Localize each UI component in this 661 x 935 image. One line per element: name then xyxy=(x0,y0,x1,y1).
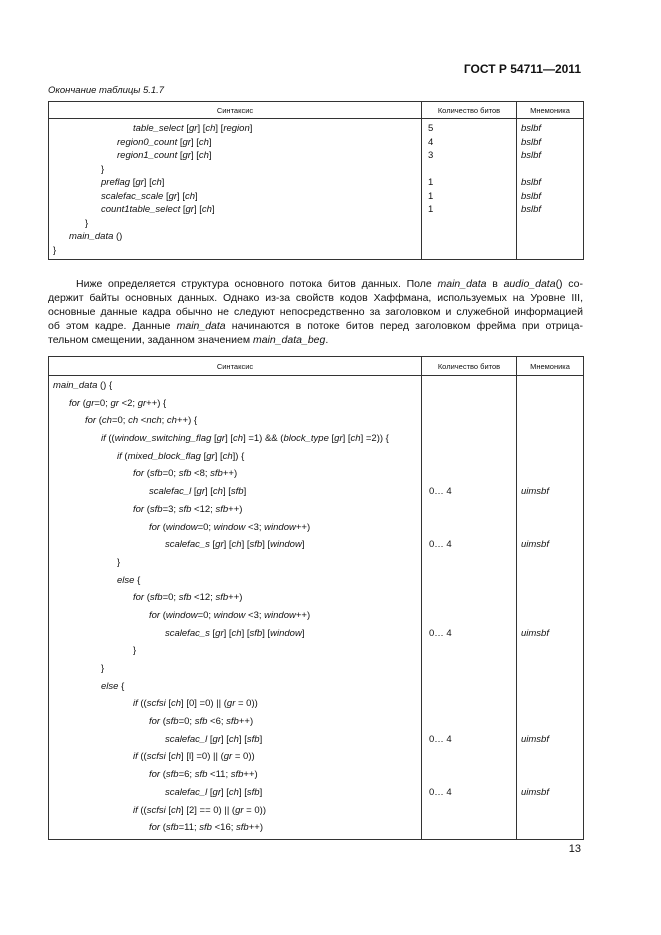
syntax-line: if ((window_switching_flag [gr] [ch] =1) && (block_type [gr] [ch] =2)) { xyxy=(101,433,389,445)
bit-count xyxy=(422,230,516,244)
header-bits: Количество битов xyxy=(422,102,517,119)
header-syntax: Синтаксис xyxy=(49,102,422,119)
mnemonic xyxy=(517,748,583,766)
paragraph-line: тельном смещении, заданном значением main_data_beg. xyxy=(48,334,329,346)
bit-count xyxy=(422,819,516,837)
bit-count xyxy=(422,412,516,430)
mnemonic xyxy=(517,766,583,784)
bit-count xyxy=(422,802,516,820)
bit-count: 0… 4 xyxy=(429,733,452,745)
mnemonic xyxy=(517,465,583,483)
bit-count: 1 xyxy=(428,204,434,215)
bit-count xyxy=(422,589,516,607)
mnemonic: bslbf xyxy=(521,123,542,134)
bit-count: 1 xyxy=(428,177,434,188)
paragraph-line: держит байты основных данных. Однако из-за свойств кодов Хаффмана, используемых на Уровне III, xyxy=(48,292,583,304)
mnemonic: uimsbf xyxy=(521,786,549,798)
syntax-line: region0_count [gr] [ch] xyxy=(117,136,212,148)
mnemonic xyxy=(517,519,583,537)
mnemonic xyxy=(517,695,583,713)
mnemonic: uimsbf xyxy=(521,486,549,498)
paragraph-line: основные данные кадра обычно не следуют непосредственно за заголовком и служебной информацией xyxy=(48,306,583,318)
syntax-line: region1_count [gr] [ch] xyxy=(117,150,212,161)
syntax-line: for (ch=0; ch <nch; ch++) { xyxy=(85,415,198,427)
mnemonic: bslbf xyxy=(521,150,542,161)
header-bits: Количество битов xyxy=(422,357,517,376)
syntax-line: preflag [gr] [ch] xyxy=(101,177,165,188)
bit-count xyxy=(422,554,516,572)
syntax-line: for (sfb=0; sfb <12; sfb++) xyxy=(133,592,243,604)
syntax-line: } xyxy=(133,645,137,657)
syntax-line: for (sfb=3; sfb <12; sfb++) xyxy=(133,503,243,515)
syntax-line: main_data () xyxy=(69,231,123,242)
bit-count: 5 xyxy=(428,123,434,134)
syntax-line: scalefac_scale [gr] [ch] xyxy=(101,190,198,202)
bit-count: 0… 4 xyxy=(429,486,452,498)
bit-count xyxy=(422,519,516,537)
mnemonic: uimsbf xyxy=(521,539,549,551)
mnemonic xyxy=(517,572,583,590)
table-header xyxy=(49,357,584,376)
syntax-line: for (window=0; window <3; window++) xyxy=(149,521,311,533)
mnemonic xyxy=(517,819,583,837)
mnemonic: bslbf xyxy=(521,190,542,202)
bit-count xyxy=(422,377,516,395)
table-header xyxy=(49,102,584,119)
bit-count xyxy=(422,713,516,731)
mnemonic xyxy=(517,554,583,572)
mnemonic xyxy=(517,395,583,413)
mnemonic: bslbf xyxy=(521,136,542,148)
bit-count xyxy=(422,607,516,625)
bit-count xyxy=(422,501,516,519)
syntax-line: } xyxy=(53,244,57,256)
syntax-line: for (sfb=0; sfb <6; sfb++) xyxy=(149,716,254,728)
mnemonic xyxy=(517,589,583,607)
syntax-line: } xyxy=(85,217,89,229)
syntax-line: count1table_select [gr] [ch] xyxy=(101,204,215,215)
mnemonic: bslbf xyxy=(521,204,542,215)
syntax-table-2 xyxy=(48,356,584,840)
mnemonic: bslbf xyxy=(521,177,542,188)
syntax-line: for (gr=0; gr <2; gr++) { xyxy=(69,397,167,409)
bit-count xyxy=(422,695,516,713)
mnemonic xyxy=(517,244,583,258)
mnemonic xyxy=(517,607,583,625)
bit-count xyxy=(422,766,516,784)
mnemonic xyxy=(517,501,583,519)
table-body xyxy=(49,376,584,840)
bit-count xyxy=(422,217,516,231)
bit-count xyxy=(422,163,516,177)
syntax-line: main_data () { xyxy=(53,380,113,391)
paragraph-line: Ниже определяется структура основного потока битов данных. Поле main_data в audio_data() со- xyxy=(76,278,583,290)
bit-count: 1 xyxy=(428,190,434,202)
table-body xyxy=(49,119,584,260)
syntax-line: scalefac_l [gr] [ch] [sfb] xyxy=(165,733,263,745)
mnemonic xyxy=(517,163,583,177)
mnemonic xyxy=(517,430,583,448)
bit-count xyxy=(422,660,516,678)
syntax-line: } xyxy=(101,663,105,674)
bit-count xyxy=(422,642,516,660)
page-number: 13 xyxy=(568,843,581,855)
bit-count xyxy=(422,678,516,696)
syntax-line: } xyxy=(101,163,105,175)
bit-count: 0… 4 xyxy=(429,786,452,798)
bit-count xyxy=(422,572,516,590)
syntax-column xyxy=(49,119,422,260)
mnemonic xyxy=(517,448,583,466)
bit-count: 0… 4 xyxy=(429,627,452,639)
mnemonic xyxy=(517,713,583,731)
mnemonic-column xyxy=(517,376,584,840)
header-mnemonic: Мнемоника xyxy=(517,357,584,376)
header-syntax: Синтаксис xyxy=(49,357,422,376)
bit-count xyxy=(422,748,516,766)
syntax-line: for (sfb=0; sfb <8; sfb++) xyxy=(133,468,238,480)
mnemonic xyxy=(517,678,583,696)
syntax-line: if ((scfsi [ch] [0] =0) || (gr = 0)) xyxy=(133,698,258,710)
syntax-line: else { xyxy=(117,574,141,586)
syntax-line: scalefac_l [gr] [ch] [sfb] xyxy=(165,786,263,798)
syntax-line: scalefac_l [gr] [ch] [sfb] xyxy=(149,486,247,498)
mnemonic xyxy=(517,660,583,678)
description-paragraph xyxy=(48,277,583,347)
mnemonic-column xyxy=(517,119,584,260)
syntax-line: for (sfb=6; sfb <11; sfb++) xyxy=(149,769,258,781)
bit-count xyxy=(422,465,516,483)
syntax-line: for (sfb=11; sfb <16; sfb++) xyxy=(149,822,263,834)
bits-column xyxy=(422,119,517,260)
bit-count: 3 xyxy=(428,150,434,161)
syntax-line: if ((scfsi [ch] [2] == 0) || (gr = 0)) xyxy=(133,804,266,816)
syntax-line: table_select [gr] [ch] [region] xyxy=(133,123,253,134)
syntax-line: scalefac_s [gr] [ch] [sfb] [window] xyxy=(165,627,305,639)
bit-count xyxy=(422,395,516,413)
header-mnemonic: Мнемоника xyxy=(517,102,584,119)
syntax-line: for (window=0; window <3; window++) xyxy=(149,609,311,621)
standard-number: ГОСТ Р 54711—2011 xyxy=(463,62,581,76)
bit-count xyxy=(422,448,516,466)
syntax-line: if ((scfsi [ch] [l] =0) || (gr = 0)) xyxy=(133,751,255,763)
mnemonic xyxy=(517,802,583,820)
table-caption: Окончание таблицы 5.1.7 xyxy=(48,85,165,96)
mnemonic xyxy=(517,230,583,244)
bit-count: 0… 4 xyxy=(429,539,452,551)
mnemonic: uimsbf xyxy=(521,627,549,639)
mnemonic xyxy=(517,377,583,395)
mnemonic xyxy=(517,217,583,231)
mnemonic xyxy=(517,412,583,430)
bit-count xyxy=(422,244,516,258)
bit-count xyxy=(422,430,516,448)
syntax-line: } xyxy=(117,556,121,568)
paragraph-line: об этом кадре. Данные main_data начинаются в потоке битов перед заголовком фрейма при отрица- xyxy=(48,320,583,332)
bit-count: 4 xyxy=(428,136,434,148)
syntax-line: else { xyxy=(101,680,125,692)
mnemonic: uimsbf xyxy=(521,733,549,745)
syntax-line: if (mixed_block_flag [gr] [ch]) { xyxy=(117,450,245,462)
syntax-table-1 xyxy=(48,101,584,260)
syntax-column xyxy=(49,376,422,840)
bits-column xyxy=(422,376,517,840)
mnemonic xyxy=(517,642,583,660)
syntax-line: scalefac_s [gr] [ch] [sfb] [window] xyxy=(165,539,305,551)
